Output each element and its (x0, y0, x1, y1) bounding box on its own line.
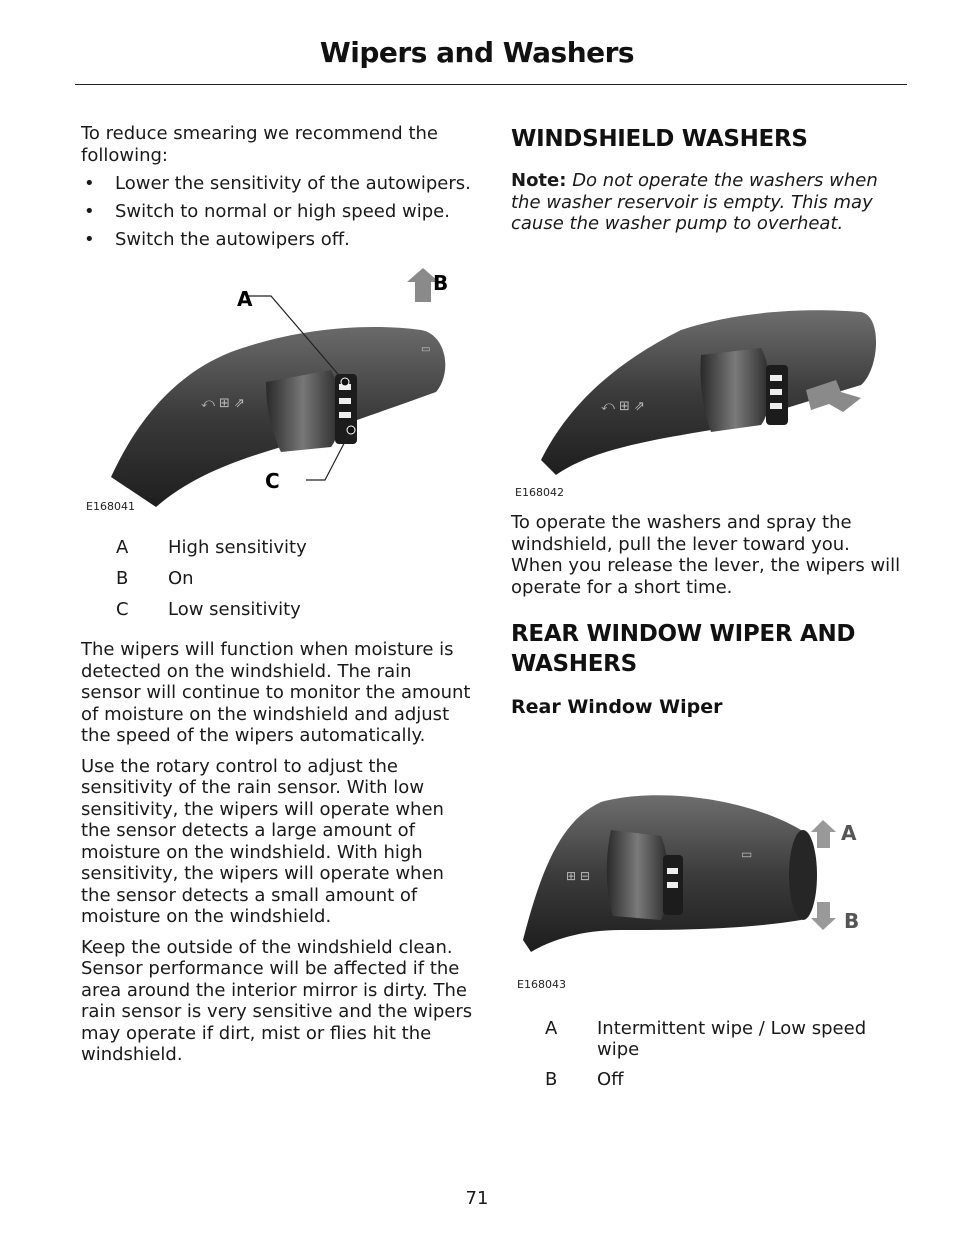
note-text: Do not operate the washers when the washer reservoir is empty. This may cause the washer pump to overheat. (511, 170, 878, 234)
legend-row: A Intermittent wipe / Low speed wipe (545, 1018, 867, 1060)
legend-row: B Off (545, 1069, 624, 1090)
page-number: 71 (465, 1188, 489, 1209)
list-item: • Lower the sensitivity of the autowipers. (81, 170, 473, 198)
note-paragraph (511, 170, 903, 235)
figure3-legend (545, 1018, 895, 1100)
right-column-top (511, 124, 903, 235)
figure3-label-a: A (841, 821, 857, 845)
svg-text:⊞ ⊟: ⊞ ⊟ (566, 869, 590, 883)
bullet-icon: • (84, 229, 95, 250)
figure2-code: E168042 (515, 486, 564, 499)
section-heading: REAR WINDOW WIPER AND WASHERS (511, 621, 856, 677)
paragraph: The wipers will function when moisture is detected on the windshield. The rain sensor will continue to monitor the amount of moisture on the windshield and adjust the speed of the wipers automatically. (81, 639, 471, 746)
subsection-heading: Rear Window Wiper (511, 696, 723, 718)
figure3-label-b: B (844, 909, 860, 933)
figure1-label-c: C (265, 469, 280, 493)
bullet-icon: • (84, 201, 95, 222)
figure1-code: E168041 (86, 500, 135, 513)
paragraph: Use the rotary control to adjust the sensitivity of the rain sensor. With low sensitivity, the wipers will operate when the sensor detects a large amount of moisture on the windshield. With high sensitivity, the wipers will operate when the sensor detects a small amount of moisture on the windshield. (81, 755, 444, 927)
svg-text:▭: ▭ (741, 847, 753, 861)
figure1-label-a: A (237, 287, 253, 311)
rain-sensor-lever-illustration (81, 262, 481, 522)
intro-paragraph: To reduce smearing we recommend the following: (81, 123, 438, 166)
section-heading: WINDSHIELD WASHERS (511, 126, 808, 152)
legend-row: A High sensitivity (116, 537, 307, 558)
figure3-code: E168043 (517, 978, 566, 991)
svg-text:▭: ▭ (421, 344, 431, 355)
title-divider (75, 84, 907, 85)
left-body-text (81, 639, 473, 1066)
bullet-icon: • (84, 173, 95, 194)
washer-paragraph: To operate the washers and spray the windshield, pull the lever toward you. When you release the lever, the wipers will operate for a short time. (511, 512, 901, 598)
svg-text:⤺ ⊞ ⇗: ⤺ ⊞ ⇗ (201, 396, 245, 411)
recommendation-list (81, 170, 473, 254)
note-label: Note: (511, 170, 567, 191)
figure1-label-b: B (433, 271, 449, 295)
washer-lever-illustration (511, 300, 901, 480)
list-item: • Switch the autowipers off. (81, 226, 473, 254)
paragraph: Keep the outside of the windshield clean. Sensor performance will be affected if the area around the interior mirror is dirty. The rain sensor is very sensitive and the wipers may operate if dirt, mist or flies hit the windshield. (81, 936, 473, 1065)
figure1-legend (116, 537, 476, 630)
right-column-middle (511, 512, 903, 719)
legend-row: B On (116, 568, 194, 589)
svg-text:⤺ ⊞ ⇗: ⤺ ⊞ ⇗ (601, 399, 645, 414)
left-column (81, 123, 473, 254)
legend-row: C Low sensitivity (116, 599, 301, 620)
page-title: Wipers and Washers (319, 36, 635, 69)
list-item: • Switch to normal or high speed wipe. (81, 198, 473, 226)
rear-wiper-lever-illustration (511, 780, 891, 970)
